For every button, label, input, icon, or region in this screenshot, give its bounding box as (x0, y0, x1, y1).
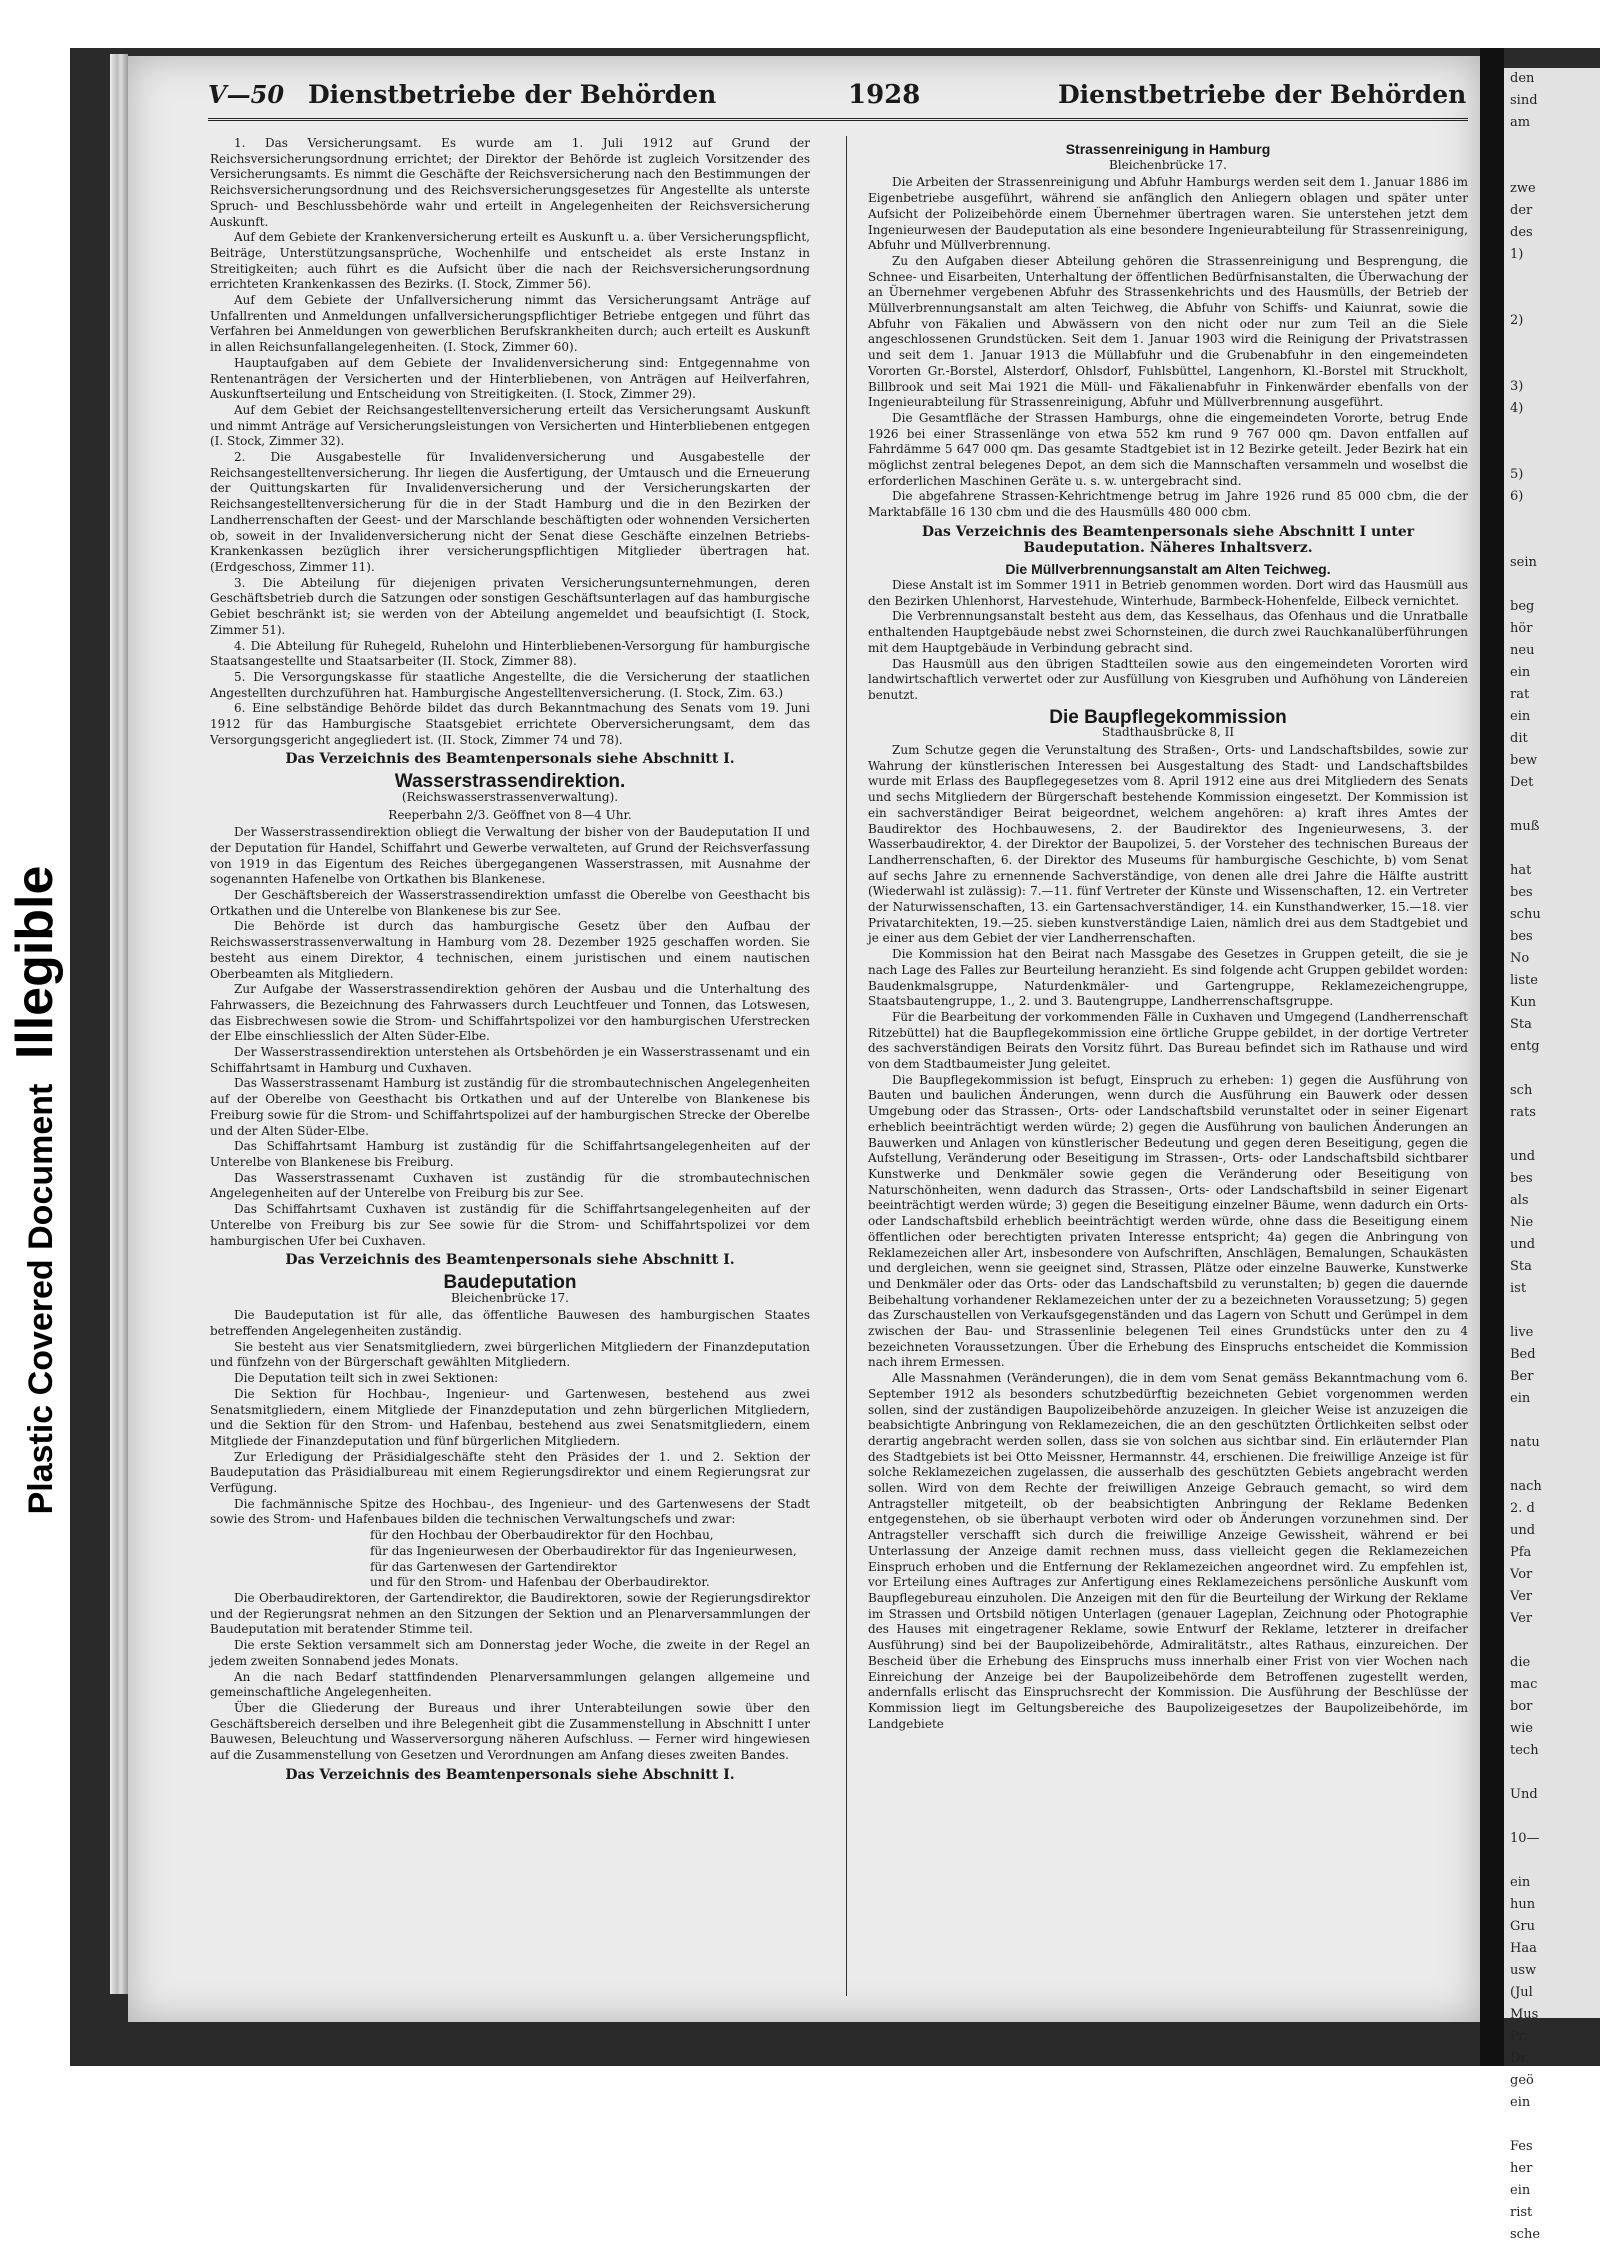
paragraph: Die Sektion für Hochbau-, Ingenieur- und Gartenwesen, bestehend aus zwei Senatsmitgliedern, einem Mitgliede der Finanzdeputation und zehn bürgerlichen Mitgliedern, und die Sektion für den Strom- und Hafenbau, bestehend aus zwei Senatsmitgliedern, einem Mitgliede der Finanzdeputation und fünf bürgerlichen Mitgliedern. (210, 1386, 810, 1448)
paragraph: Zur Aufgabe der Wasserstrassendirektion gehören der Ausbau und die Unterhaltung des Fahrwassers, die Bezeichnung des Fahrwassers durch Leuchtfeuer und Tonnen, das Lotswesen, das Eisbrechwesen sowie die Strom- und Schiffahrtspolizei vor den hamburgischen Uferstrecken der Elbe einschliesslich der Alten Süder-Elbe. (210, 982, 810, 1044)
scan-frame (70, 48, 1600, 2242)
left-column (210, 136, 810, 2006)
adjacent-page-fragment (1504, 68, 1600, 2242)
adjacent-page-text (1504, 354, 1600, 376)
adjacent-page-text: 2. d (1510, 1501, 1535, 1516)
adjacent-page-text (1504, 1630, 1600, 1652)
adjacent-page-text: Pr. (1510, 2029, 1528, 2044)
adjacent-page-text: muß (1510, 819, 1540, 834)
adjacent-page-text: ein (1510, 2183, 1531, 2198)
personnel-note: Das Verzeichnis des Beamtenpersonals siehe Abschnitt I unter Baudeputation. Näheres Inhaltsverz. (921, 523, 1415, 556)
adjacent-page-text (1504, 838, 1600, 860)
adjacent-page-text: Pfa (1510, 1545, 1532, 1560)
adjacent-page-text: 6) (1510, 489, 1524, 504)
paragraph: 5. Die Versorgungskasse für staatliche Angestellte, die die Versicherung der staatlichen Angestellten durchzuführen hat. Hamburgische Angestelltenversicherung. (I. Stock, Zim. 63.) (210, 669, 810, 700)
adjacent-page-text: und (1510, 1523, 1536, 1538)
adjacent-page-text: Dr. (1510, 2051, 1530, 2066)
book-gutter (1480, 48, 1504, 2066)
adjacent-page-text: sche (1510, 2227, 1541, 2242)
adjacent-page-text: und (1510, 1149, 1536, 1164)
adjacent-page-text: bes (1510, 885, 1533, 900)
adjacent-page-text (1504, 266, 1600, 288)
paragraph: Die Behörde ist durch das hamburgische Gesetz über den Aufbau der Reichswasserstrassenverwaltung in Hamburg vom 28. Dezember 1925 geschaffen worden. Sie besteht aus einem Direktor, 4 technischen, einem juristischen und einem nautischen Oberbeamten als Mitgliedern. (210, 919, 810, 981)
paragraph: Das Hausmüll aus den übrigen Stadtteilen sowie aus den eingemeindeten Vororten wird landwirtschaftlich verwertet oder zur Ausfüllung von Kiesgruben und Aufhöhung von Ländereien benutzt. (868, 656, 1468, 702)
adjacent-page-text (1504, 508, 1600, 530)
adjacent-page-text: hun (1510, 1897, 1536, 1912)
adjacent-page-text (1504, 332, 1600, 354)
plastic-covered-stamp (0, 760, 70, 1620)
adjacent-page-text: Mus (1510, 2007, 1539, 2022)
adjacent-page-text: rist (1510, 2205, 1533, 2220)
adjacent-page-text: Det (1510, 775, 1534, 790)
adjacent-page-text: bew (1510, 753, 1538, 768)
adjacent-page-text: ein (1510, 709, 1531, 724)
adjacent-page-text (1504, 1058, 1600, 1080)
adjacent-page-text (1504, 442, 1600, 464)
adjacent-page-text: Bed (1510, 1347, 1536, 1362)
adjacent-page-text: nach (1510, 1479, 1542, 1494)
adjacent-page-text: wie (1510, 1721, 1533, 1736)
page-number: V—50 (208, 80, 285, 109)
paragraph: Diese Anstalt ist im Sommer 1911 in Betrieb genommen worden. Dort wird das Hausmüll aus den Bezirken Uhlenhorst, Harvestehude, Winterhude, Barmbeck-Hohenfelde, Eilbeck vernichtet. (868, 577, 1468, 608)
adjacent-page-text: 10— (1510, 1831, 1540, 1846)
adjacent-page-text: 5) (1510, 467, 1524, 482)
adjacent-page-text: beg (1510, 599, 1535, 614)
adjacent-page-text: Vor (1510, 1567, 1533, 1582)
adjacent-page-text: rat (1510, 687, 1530, 702)
paragraph: Die Kommission hat den Beirat nach Massgabe des Gesetzes in Gruppen geteilt, die sie je nach Lage des Falles zur Beurteilung heranzieht. Es sind folgende acht Gruppen gebildet worden: Baudenkmalsgruppe, Naturdenkmäler- und Gartengruppe, Reklamezeichengruppe, Staatsbautengruppe, 1., 2. und 3. Bautengruppe, Landherrenschaftsgruppe. (868, 947, 1468, 1009)
paragraph: Sie besteht aus vier Senatsmitgliedern, zwei bürgerlichen Mitgliedern der Finanzdeputation und fünfzehn von der Bürgerschaft gewählten Mitgliedern. (210, 1339, 810, 1370)
paragraph: Die erste Sektion versammelt sich am Donnerstag jeder Woche, die zweite in der Regel an jedem zweiten Sonnabend jedes Monats. (210, 1638, 810, 1668)
right-column (868, 136, 1468, 2006)
page-header (208, 76, 1468, 121)
paragraph: Die Gesamtfläche der Strassen Hamburgs, ohne die eingemeindeten Vororte, betrug Ende 1926 bei einer Strassenlänge von etwa 552 km rund 9 767 000 qm. Davon entfallen auf Fahrdämme 5 647 000 qm. Das gesamte Stadtgebiet ist in 12 Bezirke geteilt. Jeder Bezirk hat ein möglichst zentral belegenes Depot, an dem sich die Mannschaften versammeln und woselbst die erforderlichen Maschinen Geräte u. s. w. untergebracht sind. (868, 410, 1468, 488)
adjacent-page-text: Nie (1510, 1215, 1534, 1230)
adjacent-page-text: schu (1510, 907, 1541, 922)
section-subtitle: (Reichswasserstrassenverwaltung). (401, 789, 619, 804)
adjacent-page-text: sind (1510, 93, 1538, 108)
adjacent-page-text: ein (1510, 665, 1531, 680)
adjacent-page-text: Und (1510, 1787, 1538, 1802)
adjacent-page-text (1504, 134, 1600, 156)
adjacent-page-text: liste (1510, 973, 1538, 988)
adjacent-page-text: 3) (1510, 379, 1524, 394)
adjacent-page-text: No (1510, 951, 1530, 966)
adjacent-page-text: bor (1510, 1699, 1533, 1714)
adjacent-page-text: die (1510, 1655, 1531, 1670)
paragraph: Auf dem Gebiete der Unfallversicherung nimmt das Versicherungsamt Anträge auf Unfallrenten und Anmeldungen unfallversicherungspflichtiger Betriebe entgegen und führt das Verfahren bei Anmeldungen von gewerblichen Berufskrankheiten durch; auch erteilt es Auskunft in allen Reichsunfallangelegenheiten. (I. Stock, Zimmer 60). (210, 293, 810, 355)
header-year: 1928 (848, 80, 921, 110)
paragraph: Die fachmännische Spitze des Hochbau-, des Ingenieur- und des Gartenwesens der Stadt sowie des Strom- und Hafenbaues bilden die technischen Verwaltungschefs und zwar: (210, 1496, 810, 1527)
adjacent-page-text: ein (1510, 1391, 1531, 1406)
paragraph: Zum Schutze gegen die Verunstaltung des Straßen-, Orts- und Landschaftsbildes, sowie zur Wahrung der künstlerischen Interessen bei Ausgestaltung des Stadt- und Landschaftsbildes wurde mit Erlass des Baupflegegesetzes vom 8. April 1912 eine aus drei Mitgliedern des Senats und sechs Mitgliedern der Bürgerschaft bestehende Kommission eingesetzt. Der Kommission ist ein sachverständiger Beirat beigeordnet, welchem angehören: a) kraft ihres Amtes der Baudirektor des Hochbauwesens, 2. der Baudirektor des Ingenieurwesens, 3. der Wasserbaudirektor, 4. der Direktor der Baupolizei, 5. der Vorsteher des technischen Bureaus der Landherrenschaften, 6. der Direktor des Museums für hamburgische Geschichte, b) vom Senat auf sechs Jahre zu ernennende Sachverständige, von denen alle drei Jahre die Hälfte austritt (Wiederwahl ist zulässig): 7.—11. fünf Vertreter der Künste und Wissenschaften, 12. ein Vertreter der Naturwissenschaften, 13. ein Gartensachverständiger, 14. ein Kunsthandwerker, 15.—18. vier Privatarchitekten, 19.—25. sieben kunstverständige Laien, nämlich drei aus dem Stadtgebiet und je einer aus dem Gebiet der vier Landherrenschaften. (868, 743, 1468, 946)
adjacent-page-text: natu (1510, 1435, 1540, 1450)
section-title-wasserstrassendirektion: Wasserstrassendirektion. (394, 771, 626, 793)
column-divider (846, 136, 847, 1996)
adjacent-page-text: des (1510, 225, 1533, 240)
paragraph: Die Baudeputation ist für alle, das öffentliche Bauwesen des hamburgischen Staates betreffenden Angelegenheiten zuständig. (210, 1308, 810, 1339)
document-page (128, 56, 1480, 2022)
adjacent-page-text (1504, 288, 1600, 310)
adjacent-page-text: Gru (1510, 1919, 1535, 1934)
adjacent-page-text: Sta (1510, 1259, 1532, 1274)
adjacent-page-text (1504, 1124, 1600, 1146)
list-item: für das Ingenieurwesen der Oberbaudirektor für das Ingenieurwesen, (370, 1543, 797, 1558)
adjacent-page-text: bes (1510, 1171, 1533, 1186)
section-address: Bleichenbrücke 17. (450, 1290, 569, 1305)
adjacent-page-text: 1) (1510, 247, 1524, 262)
list-item: und für den Strom- und Hafenbau der Oberbaudirektor. (370, 1575, 710, 1590)
adjacent-page-text: Haa (1510, 1941, 1537, 1956)
adjacent-page-text (1504, 530, 1600, 552)
paragraph: Der Wasserstrassendirektion obliegt die Verwaltung der bisher von der Baudeputation II und der Deputation für Handel, Schiffahrt und Gewerbe verwalteten, auf Grund der Reichsverfassung von 1919 in das Eigentum des Reiches übergegangenen Wasserstrassen, mit Ausnahme der sogenannten Hafenelbe von Ortkathen bis Blankenese. (210, 825, 810, 887)
adjacent-page-text: bes (1510, 929, 1533, 944)
paragraph: Hauptaufgaben auf dem Gebiete der Invalidenversicherung sind: Entgegennahme von Rentenanträgen der Versicherten und der Hinterbliebenen, von Anträgen auf Heilverfahren, Auskunftserteilung und Entscheidung von Streitigkeiten. (I. Stock, Zimmer 29). (210, 355, 810, 402)
personnel-note: Das Verzeichnis des Beamtenpersonals siehe Abschnitt I. (285, 1252, 735, 1269)
paragraph: 4. Die Abteilung für Ruhegeld, Ruhelohn und Hinterbliebenen-Versorgung für hamburgische Staatsangestellte und Staatsarbeiter (II. Stock, Zimmer 88). (210, 638, 810, 669)
adjacent-page-text: her (1510, 2161, 1533, 2176)
header-left-title: Dienstbetriebe der Behörden (308, 80, 717, 109)
adjacent-page-text: zwe (1510, 181, 1536, 196)
adjacent-page-text: Ber (1510, 1369, 1534, 1384)
adjacent-page-text: als (1510, 1193, 1529, 1208)
adjacent-page-text (1504, 1300, 1600, 1322)
adjacent-page-text: den (1510, 71, 1535, 86)
section-title-baupflegekommission: Die Baupflegekommission (1049, 706, 1287, 728)
paragraph: Die Baupflegekommission ist befugt, Einspruch zu erheben: 1) gegen die Ausführung von Bauten und baulichen Änderungen, wenn durch die Ausführung ein Bauwerk oder dessen Umgebung oder das Strassen-, Orts- oder Landschaftsbild verunstaltet oder in seiner Eigenart erheblich beeinträchtigt werden würde; 2) gegen die Ausführung von baulichen Änderungen an Bauwerken und Anlagen von künstlerischer Bedeutung und gegen deren Beseitigung, gegen die Aufstellung, Veränderung oder Beseitigung im Strassen-, Orts- oder Landschaftsbild sichtbarer Kunstwerke und Denkmäler sowie gegen die Veränderung oder Beseitigung von Naturschönheiten, wenn dadurch das Strassen-, Orts- oder Landschaftsbild in seiner Eigenart beeinträchtigt werden würde; 3) gegen die Beseitigung einzelner Bäume, wenn dadurch ein Orts- oder Landschaftsbild erheblich beeinträchtigt werden würde, ohne dass die Beseitigung einem öffentlichen oder berechtigten privaten Interesse entspricht; 4a) gegen die Anbringung von Reklamezeichen aller Art, insbesondere von Aufschriften, Anschlägen, Bemalungen, Schaukästen und dergleichen, wenn sie geeignet sind, Strassen, Plätze oder einzelne Bauwerke, Kunstwerke und Denkmäler oder das Orts- oder das Landschaftsbild zu verunstalten; b) gegen die dauernde Beibehaltung vorhandener Reklamezeichen unter der zu a bezeichneten Voraussetzung; 5) gegen das Zurschaustellen von Verkaufsgegenständen und das Lagern von Schutt und Gerümpel in dem zwischen der Bau- und Strassenlinie belegenen Teil eines Grundstücks unter den zu 4 bezeichneten Voraussetzungen. Über die Erhebung des Einspruchs entscheidet die Kommission nach ihrem Ermessen. (868, 1072, 1468, 1370)
adjacent-page-text: am (1510, 115, 1531, 130)
adjacent-page-text (1504, 2114, 1600, 2136)
stamp-line-1: Plastic Covered Document (22, 1083, 60, 1515)
adjacent-page-text: 4) (1510, 401, 1524, 416)
stamp-line-2: Illegible (6, 865, 64, 1060)
paragraph: Die abgefahrene Strassen-Kehrichtmenge betrug im Jahre 1926 rund 85 000 cbm, die der Marktabfälle 16 130 cbm und die des Hausmülls 480 000 cbm. (868, 489, 1468, 520)
adjacent-page-text: rats (1510, 1105, 1536, 1120)
adjacent-page-text (1504, 1806, 1600, 1828)
paragraph: 6. Eine selbständige Behörde bildet das durch Bekanntmachung des Senats vom 19. Juni 1912 für das Hamburgische Staatsgebiet errichtete Oberversicherungsamt, dem das Versorgungsgericht angegliedert ist. (II. Stock, Zimmer 74 und 78). (210, 701, 810, 747)
paragraph: Die Deputation teilt sich in zwei Sektionen: (234, 1371, 499, 1386)
adjacent-page-text (1504, 156, 1600, 178)
header-right-title: Dienstbetriebe der Behörden (1058, 80, 1467, 109)
section-address: Reeperbahn 2/3. Geöffnet von 8—4 Uhr. (388, 807, 632, 822)
chief-list (210, 1528, 810, 1591)
paragraph: Die Arbeiten der Strassenreinigung und Abfuhr Hamburgs werden seit dem 1. Januar 1886 im Eigenbetriebe ausgeführt, während sie anfänglich den Anliegern oblagen und später unter Aufsicht der Polizeibehörde einem Übernehmer übertragen waren. Sie unterstehen jetzt dem Ingenieurwesen der Baudeputation als eine besondere Ingenieurabteilung für Strassenreinigung, Abfuhr und Müllverbrennung. (868, 175, 1468, 253)
adjacent-page-text: neu (1510, 643, 1535, 658)
adjacent-page-text: ein (1510, 2095, 1531, 2110)
paragraph: Für die Bearbeitung der vorkommenden Fälle in Cuxhaven und Umgegend (Landherrenschaft Ritzebüttel) hat die Baupflegekommission eine örtliche Gruppe gebildet, in der dortige Vertreter des sachverständigen Beirats den Vorsitz führt. Das Bureau befindet sich im Rathause und wird von dem Stadtbaumeister Jung geleitet. (868, 1009, 1468, 1072)
paragraph: Zu den Aufgaben dieser Abteilung gehören die Strassenreinigung und Besprengung, die Schnee- und Eisarbeiten, Unterhaltung der öffentlichen Bedürfnisanstalten, die Überwachung der an Übernehmer vergebenen Abfuhr des Strassenkehrichts und des Hausmülls, der Betrieb der Müllverbrennungsanstalt am alten Teichweg, die Abfuhr von Schiffs- und Kaiunrat, sowie die Abfuhr von Fäkalien und Abwässern von den nicht oder nur zum Teil an die Siele angeschlossenen Grundstücken. Seit dem 1. Januar 1903 wird die Reinigung der Privatstrassen und seit dem 1. Januar 1913 die Müllabfuhr und die Grubenabfuhr in den eingemeindeten Vororten Gr.-Borstel, Alsterdorf, Ohlsdorf, Fuhlsbüttel, Langenhorn, Kl.-Borstel mit Struckholt, Billbrook und seit Mai 1921 die Müll- und Fäkalienabfuhr in Finkenwärder ebenfalls von der Ingenieurabteilung für Strassenreinigung, Abfuhr und Müllverbrennung ausgeführt. (868, 253, 1468, 410)
adjacent-page-text: Ver (1510, 1589, 1533, 1604)
paragraph: Zur Erledigung der Präsidialgeschäfte steht den Präsides der 1. und 2. Sektion der Baudeputation das Präsidialbureau mit einem Regierungsdirektor und einem Regierungsrat zur Verfügung. (210, 1449, 810, 1496)
paragraph: Über die Gliederung der Bureaus und ihrer Unterabteilungen sowie über den Geschäftsbereich derselben und ihre Belegenheit gibt die Zusammenstellung in Abschnitt I unter Bauwesen, Beleuchtung und Wasserversorgung näheren Aufschluss. — Ferner wird hingewiesen auf die Zusammenstellung von Gesetzen und Verordnungen am Anfang dieses zweiten Bandes. (210, 1700, 810, 1763)
adjacent-page-text: tech (1510, 1743, 1539, 1758)
adjacent-page-text: live (1510, 1325, 1534, 1340)
adjacent-page-text: usw (1510, 1963, 1537, 1978)
paragraph: Auf dem Gebiete der Krankenversicherung erteilt es Auskunft u. a. über Versicherungspflicht, Beiträge, Unterstützungsansprüche, Wochenhilfe und entscheidet als erste Instanz in Streitigkeiten; auch führt es die Aufsicht über die nach der Reichsversicherungsordnung errichteten Krankenkassen des Bezirks. (I. Stock, Zimmer 56). (210, 230, 810, 292)
section-address: Stadthausbrücke 8, II (1101, 725, 1235, 740)
adjacent-page-text: sein (1510, 555, 1537, 570)
adjacent-page-text: Ver (1510, 1611, 1533, 1626)
adjacent-page-text (1504, 1454, 1600, 1476)
paragraph: 2. Die Ausgabestelle für Invalidenversicherung und Ausgabestelle der Reichsangestelltenversicherung. Ihr liegen die Ausfertigung, der Umtausch und die Erneuerung der Quittungskarten für Invalidenversicherung und der Versicherungskarten der Reichsangestelltenversicherung für die in der Stadt Hamburg und die in den Bezirken der Landherrenschaften der Geest- und der Marschlande beschäftigten oder wohnenden Versicherten ob, soweit in der Invalidenversicherung nicht der Senat diese Geschäfte einzelnen Betriebs-Krankenkassen bezüglich ihrer versicherungspflichtigen Mitglieder übertragen hat. (Erdgeschoss, Zimmer 11). (210, 450, 810, 574)
adjacent-page-text: entg (1510, 1039, 1540, 1054)
list-item: für das Gartenwesen der Gartendirektor (370, 1559, 617, 1574)
adjacent-page-text: geö (1510, 2073, 1534, 2088)
adjacent-page-text: ist (1510, 1281, 1527, 1296)
personnel-note: Das Verzeichnis des Beamtenpersonals siehe Abschnitt I. (285, 1766, 735, 1783)
paragraph: Das Wasserstrassenamt Hamburg ist zuständig für die strombautechnischen Angelegenheiten auf der Oberelbe von Geesthacht bis Ortkathen und auf der Unterelbe von Blankenese bis Freiburg sowie für die Strom- und Schiffahrtspolizei auf der hamburgischen Strecke der Oberelbe und der Alten Süder-Elbe. (210, 1076, 810, 1138)
list-item: für den Hochbau der Oberbaudirektor für den Hochbau, (370, 1528, 714, 1543)
adjacent-page-text: mac (1510, 1677, 1538, 1692)
paragraph: Auf dem Gebiet der Reichsangestelltenversicherung erteilt das Versicherungsamt Auskunft und nimmt Anträge auf Versicherungsleistungen von Versicherten und Hinterbliebenen entgegen (I. Stock, Zimmer 32). (210, 402, 810, 449)
adjacent-page-text: der (1510, 203, 1533, 218)
paragraph: Das Schiffahrtsamt Hamburg ist zuständig für die Schiffahrtsangelegenheiten auf der Unterelbe von Blankenese bis Freiburg. (210, 1139, 810, 1169)
adjacent-page-text: ein (1510, 1875, 1531, 1890)
paragraph: Die Oberbaudirektoren, der Gartendirektor, die Baudirektoren, sowie der Regierungsdirektor und der Regierungsrat nehmen an den Sitzungen der Sektion und an Plenarversammlungen der Baudeputation mit beratender Stimme teil. (210, 1590, 810, 1637)
paragraph: Alle Massnahmen (Veränderungen), die in dem vom Senat gemäss Bekanntmachung vom 6. September 1912 als besonders schutzbedürftig bezeichneten Gebiet vorgenommen werden sollen, sind der zuständigen Baupolizeibehörde anzuzeigen. In gleicher Weise ist anzuzeigen die beabsichtigte Anbringung von Reklamezeichen, die an den geschützten Örtlichkeiten selbst oder derartig angebracht werden sollen, dass sie von solchen aus sichtbar sind. Ein erläuternder Plan des Stadtgebiets ist bei Otto Meissner, Hermannstr. 44, erschienen. Die freiwillige Anzeige ist für solche Reklamezeichen zugelassen, die ausserhalb des geschützten Gebiets angebracht werden sollen. Wird von dem Rechte der freiwilligen Anzeige Gebrauch gemacht, so wird dem Antragsteller mitgeteilt, ob der beabsichtigten Anbringung der Reklame Bedenken entgegenstehen, ob sie überhaupt verboten wird oder ob Änderungen vorzunehmen sind. Der Antragsteller verschafft sich durch die freiwillige Anzeige Gewissheit, während er bei Unterlassung der Anzeige damit rechnen muss, dass vielleicht gegen die Reklamezeichen Einspruch erhoben und die Entfernung der Reklamezeichen angeordnet wird. Zu empfehlen ist, vor Erteilung eines Auftrages zur Anfertigung eines Reklamezeichens persönliche Auskunft vom Baupflegebureau einzuholen. Die Anzeigen mit den für die Beurteilung der Wirkung der Reklame im Strassen und Ortsbild nötigen Unterlagen (genauer Lageplan, Zeichnung oder Photographie des Hauses mit eingetragener Reklame, sowie Entwurf der Reklame, letzterer in dreifacher Ausführung) sind bei der Baupolizeibehörde, Admiralitätstr., altes Rathaus, einzureichen. Der Bescheid über die Erhebung des Einspruchs muss innerhalb einer Frist von vier Wochen nach Einreichung der Anzeige bei der Baupolizeibehörde dem Betroffenen zugestellt werden, andernfalls erlischt das Einspruchsrecht der Kommission. Die Ausführung der Beschlüsse der Kommission liegt im Geltungsbereiche des Baupolizeigesetzes der Baupolizeibehörde, im Landgebiete (868, 1371, 1468, 1731)
paragraph: Der Wasserstrassendirektion unterstehen als Ortsbehörden je ein Wasserstrassenamt und ein Schiffahrtsamt in Hamburg und Cuxhaven. (210, 1045, 810, 1075)
adjacent-page-text: sch (1510, 1083, 1533, 1098)
section-title-strassenreinigung: Strassenreinigung in Hamburg (1065, 141, 1271, 157)
adjacent-page-text (1504, 1410, 1600, 1432)
adjacent-page-text: dit (1510, 731, 1528, 746)
adjacent-page-text: hat (1510, 863, 1532, 878)
adjacent-page-text: Kun (1510, 995, 1537, 1010)
adjacent-page-text: und (1510, 1237, 1536, 1252)
adjacent-page-text: hör (1510, 621, 1533, 636)
section-address: Bleichenbrücke 17. (1108, 157, 1227, 172)
section-title-baudeputation: Baudeputation (443, 1271, 577, 1293)
paragraph: Die Verbrennungsanstalt besteht aus dem, das Kesselhaus, das Ofenhaus und die Unratballe enthaltenden Hauptgebäude nebst zwei Schornsteinen, die durch zwei Rauchkanalüberführungen mit dem Hauptgebäude in Verbindung gebracht sind. (868, 609, 1468, 655)
paragraph: An die nach Bedarf stattfindenden Plenarversammlungen gelangen allgemeine und gemeinschaftliche Angelegenheiten. (210, 1669, 810, 1700)
adjacent-page-text (1504, 1850, 1600, 1872)
adjacent-page-text (1504, 1762, 1600, 1784)
paragraph: 1. Das Versicherungsamt. Es wurde am 1. Juli 1912 auf Grund der Reichsversicherungsordnung errichtet; der Direktor der Behörde ist zugleich Vorsitzender des Versicherungsamts. Es nimmt die Geschäfte der Reichsversicherung nach den Bestimmungen der Reichsversicherungsordnung und des Reichsversicherungsgesetzes für Angestellte als unterste Spruch- und Beschlussbehörde wahr und erteilt in Angelegenheiten der Reichsversicherung Auskunft. (210, 136, 810, 229)
page-stack-edge (110, 54, 128, 1994)
adjacent-page-text: Sta (1510, 1017, 1532, 1032)
paragraph: Der Geschäftsbereich der Wasserstrassendirektion umfasst die Oberelbe von Geesthacht bis Ortkathen und die Unterelbe von Blankenese bis zur See. (210, 888, 810, 918)
paragraph: Das Wasserstrassenamt Cuxhaven ist zuständig für die strombautechnischen Angelegenheiten auf der Unterelbe von Freiburg bis zur See. (210, 1170, 810, 1201)
adjacent-page-text (1504, 420, 1600, 442)
adjacent-page-text: (Jul (1510, 1985, 1533, 2000)
paragraph: 3. Die Abteilung für diejenigen privaten Versicherungsunternehmungen, deren Geschäftsbetrieb durch die Satzungen oder sonstigen Geschäftsunterlagen auf das hamburgische Gebiet beschränkt ist; sie werden von der Abteilung angemeldet und beaufsichtigt (I. Stock, Zimmer 51). (210, 575, 810, 637)
personnel-note: Das Verzeichnis des Beamtenpersonals siehe Abschnitt I. (285, 751, 735, 768)
section-title-muellverbrennung: Die Müllverbrennungsanstalt am Alten Teichweg. (1005, 561, 1331, 578)
paragraph: Das Schiffahrtsamt Cuxhaven ist zuständig für die Schiffahrtsangelegenheiten auf der Unterelbe von Freiburg bis zur See sowie für die Strom- und Schiffahrtspolizei vor dem hamburgischen Ufer bei Cuxhaven. (210, 1202, 810, 1248)
adjacent-page-text (1504, 574, 1600, 596)
adjacent-page-text: 2) (1510, 313, 1524, 328)
adjacent-page-text: Fes (1510, 2139, 1533, 2154)
adjacent-page-text (1504, 794, 1600, 816)
